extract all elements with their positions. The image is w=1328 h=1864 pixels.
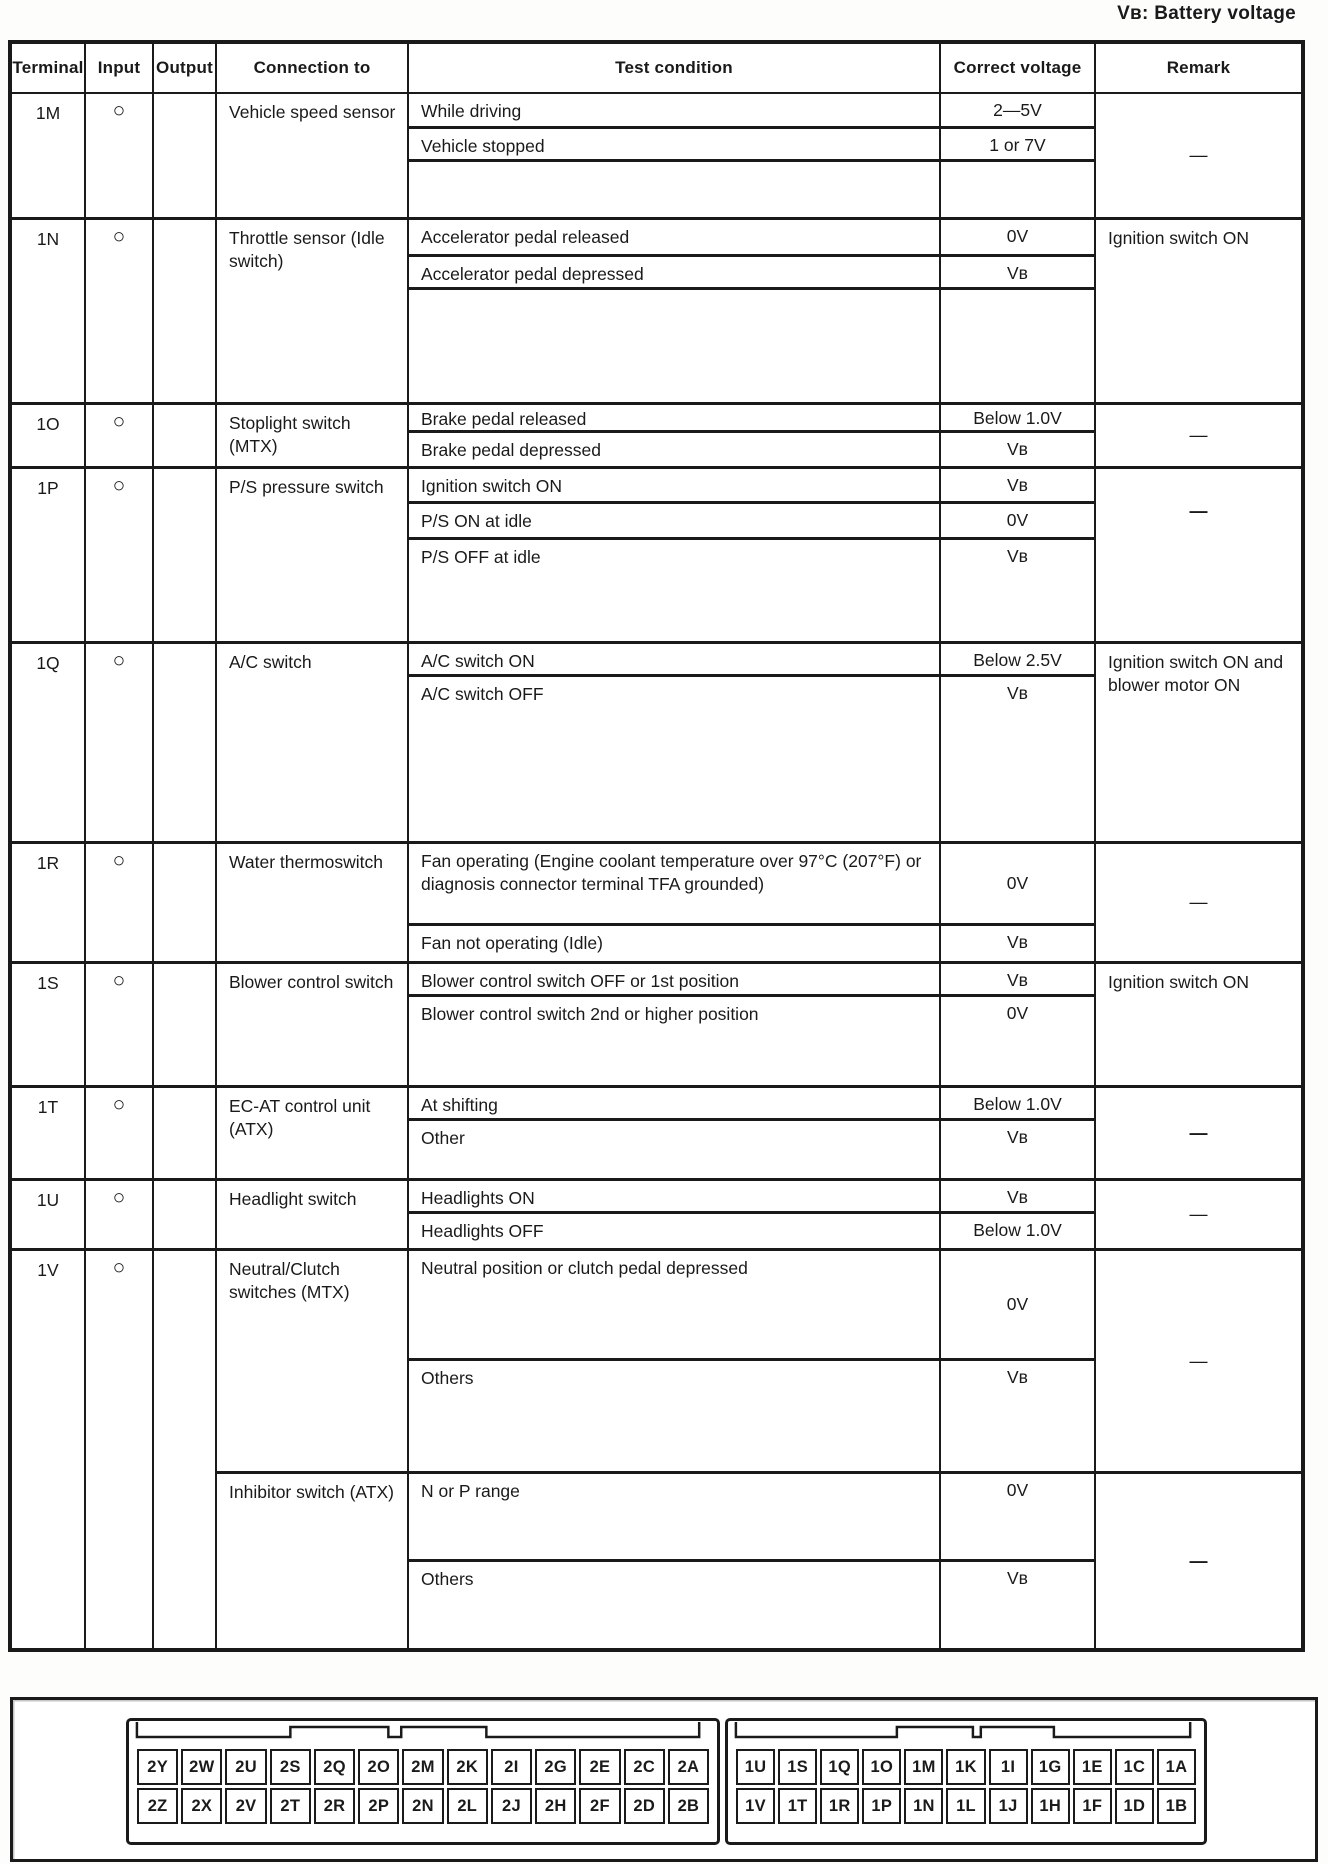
battery-voltage-note: Vʙ: Battery voltage <box>1117 3 1296 24</box>
connector-pin: 2O <box>358 1749 399 1785</box>
connection-cell: Neutral/Clutch switches (MTX) <box>217 1251 409 1471</box>
input-cell: ○ <box>86 94 154 217</box>
empty-cell <box>941 290 1094 402</box>
table-row-1R <box>12 841 1301 961</box>
row-group <box>217 844 1301 961</box>
connection-cell: Headlight switch <box>217 1181 409 1248</box>
output-cell <box>154 220 217 402</box>
connector-pin: 2A <box>668 1749 709 1785</box>
input-cell: ○ <box>86 220 154 402</box>
connector-pin: 2Y <box>137 1749 178 1785</box>
connection-cell: EC-AT control unit (ATX) <box>217 1088 409 1178</box>
connector-pin: 2Z <box>137 1788 178 1824</box>
row-group-atx <box>217 1471 1301 1648</box>
header-output: Output <box>154 44 217 92</box>
terminal-voltage-table <box>8 40 1305 1652</box>
header-input: Input <box>86 44 154 92</box>
connector-pin: 2C <box>624 1749 665 1785</box>
table-row-1P <box>12 466 1301 641</box>
connection-cell: Throttle sensor (Idle switch) <box>217 220 409 402</box>
terminal-cell: 1S <box>12 964 86 1085</box>
output-cell <box>154 1088 217 1178</box>
voltage-cell: Vʙ <box>1007 1187 1028 1207</box>
connector-pin: 1O <box>862 1749 901 1785</box>
row-group-mtx <box>217 1251 1301 1471</box>
connector-pin: 1E <box>1073 1749 1112 1785</box>
row-group <box>217 469 1301 641</box>
test-condition-cell: Vehicle stopped <box>409 129 941 159</box>
voltage-cell: Vʙ <box>1007 683 1028 703</box>
connector-pin: 1C <box>1115 1749 1154 1785</box>
connector-pin: 2B <box>668 1788 709 1824</box>
connector-2-bottom-row <box>137 1788 709 1824</box>
connector-pin: 2F <box>579 1788 620 1824</box>
row-group <box>217 964 1301 1085</box>
row-group <box>217 220 1301 402</box>
test-condition-cell: P/S OFF at idle <box>409 540 941 641</box>
test-condition-cell: Ignition switch ON <box>409 469 941 501</box>
connector-1-outline <box>725 1718 1207 1845</box>
test-condition-cell: N or P range <box>409 1474 941 1559</box>
connector-pin: 1H <box>1031 1788 1070 1824</box>
test-condition-cell: Blower control switch OFF or 1st position <box>409 964 941 994</box>
voltage-cell: Vʙ <box>1007 439 1028 459</box>
test-condition-cell: Neutral position or clutch pedal depressed <box>409 1251 941 1358</box>
connector-pin: 1T <box>778 1788 817 1824</box>
connector-pin: 1U <box>736 1749 775 1785</box>
input-cell: ○ <box>86 405 154 466</box>
voltage-cell: 0V <box>1006 1003 1029 1023</box>
output-cell <box>154 844 217 961</box>
test-condition-cell: While driving <box>409 94 941 126</box>
output-cell <box>154 1251 217 1648</box>
test-condition-cell: Others <box>409 1562 941 1648</box>
terminal-cell: 1T <box>12 1088 86 1178</box>
table-row-1N <box>12 217 1301 402</box>
input-cell: ○ <box>86 469 154 641</box>
test-condition-cell: Other <box>409 1121 941 1178</box>
input-cell: ○ <box>86 1088 154 1178</box>
output-cell <box>154 94 217 217</box>
test-condition-cell: Accelerator pedal released <box>409 220 941 254</box>
table-row-1U <box>12 1178 1301 1248</box>
connector-pin: 2U <box>225 1749 266 1785</box>
connector-pin: 1F <box>1073 1788 1112 1824</box>
table-row-1V <box>12 1248 1301 1648</box>
output-cell <box>154 964 217 1085</box>
row-group <box>217 644 1301 841</box>
header-remark: Remark <box>1166 58 1231 77</box>
connection-cell: Blower control switch <box>217 964 409 1085</box>
remark-cell: Ignition switch ON <box>1108 228 1250 248</box>
voltage-cell: 2—5V <box>993 100 1042 120</box>
voltage-cell: 0V <box>1006 1294 1029 1314</box>
connector-pin: 2J <box>491 1788 532 1824</box>
connector-pin: 2V <box>225 1788 266 1824</box>
terminal-cell: 1N <box>12 220 86 402</box>
connector-pin: 1D <box>1115 1788 1154 1824</box>
output-cell <box>154 644 217 841</box>
voltage-cell: Below 1.0V <box>973 1220 1062 1240</box>
connector-pin: 2E <box>579 1749 620 1785</box>
connector-1-bottom-row <box>736 1788 1196 1824</box>
voltage-cell: 0V <box>1006 226 1029 246</box>
remark-cell: — <box>1189 892 1208 913</box>
connector-pin: 2T <box>270 1788 311 1824</box>
remark-cell: — <box>1189 1550 1208 1571</box>
table-row-1Q <box>12 641 1301 841</box>
connector-keying-profile-icon <box>728 1722 1204 1745</box>
voltage-cell: Vʙ <box>1007 1367 1028 1387</box>
connector-1-top-row <box>736 1749 1196 1785</box>
connector-diagram-panel <box>10 1697 1318 1862</box>
test-condition-cell: Brake pedal depressed <box>409 433 941 466</box>
remark-cell: — <box>1189 145 1208 166</box>
connector-pin: 2Q <box>314 1749 355 1785</box>
connector-pin: 1I <box>989 1749 1028 1785</box>
voltage-cell: 0V <box>1006 1480 1029 1500</box>
connector-pin: 1V <box>736 1788 775 1824</box>
connector-pin: 2W <box>181 1749 222 1785</box>
test-condition-cell: A/C switch ON <box>409 644 941 674</box>
connector-pin: 2R <box>314 1788 355 1824</box>
connector-pin: 2K <box>447 1749 488 1785</box>
terminal-cell: 1U <box>12 1181 86 1248</box>
row-group <box>217 1088 1301 1178</box>
terminal-cell: 1M <box>12 94 86 217</box>
voltage-cell: Below 1.0V <box>973 408 1062 428</box>
connector-pin: 1M <box>904 1749 943 1785</box>
connection-cell: Inhibitor switch (ATX) <box>217 1474 409 1648</box>
connector-2-outline <box>126 1718 720 1845</box>
connector-pin: 1K <box>946 1749 985 1785</box>
row-group <box>217 1181 1301 1248</box>
test-condition-cell: Fan operating (Engine coolant temperature over 97°C (207°F) or diagnosis connector terminal TFA grounded) <box>409 844 941 923</box>
test-condition-cell: Fan not operating (Idle) <box>409 926 941 961</box>
test-condition-cell: Accelerator pedal depressed <box>409 257 941 287</box>
connector-pin: 1A <box>1157 1749 1196 1785</box>
connector-pin: 2L <box>447 1788 488 1824</box>
terminal-cell: 1R <box>12 844 86 961</box>
connector-pin: 2P <box>358 1788 399 1824</box>
connector-pin: 2G <box>535 1749 576 1785</box>
header-terminal: Terminal <box>12 44 86 92</box>
input-cell: ○ <box>86 1181 154 1248</box>
connector-pin: 2M <box>402 1749 443 1785</box>
remark-cell: — <box>1189 425 1208 446</box>
connection-cell: P/S pressure switch <box>217 469 409 641</box>
header-correct-voltage: Correct voltage <box>941 44 1096 92</box>
connector-pin: 2S <box>270 1749 311 1785</box>
table-row-1S <box>12 961 1301 1085</box>
connector-pin: 2I <box>491 1749 532 1785</box>
row-group <box>217 405 1301 466</box>
output-cell <box>154 405 217 466</box>
connection-cell: Vehicle speed sensor <box>217 94 409 217</box>
table-row-1M <box>12 94 1301 217</box>
connector-pin: 1N <box>904 1788 943 1824</box>
voltage-cell: Vʙ <box>1007 1127 1028 1147</box>
connector-pin: 1B <box>1157 1788 1196 1824</box>
connector-pin: 1P <box>862 1788 901 1824</box>
table-header-row <box>12 44 1301 94</box>
remark-cell: — <box>1189 1204 1208 1225</box>
connector-2-top-row <box>137 1749 709 1785</box>
connector-keying-profile-icon <box>129 1722 717 1745</box>
input-cell: ○ <box>86 644 154 841</box>
empty-cell <box>409 290 941 402</box>
voltage-cell: 0V <box>1006 510 1029 530</box>
test-condition-cell: A/C switch OFF <box>409 677 941 841</box>
connection-cell: Water thermoswitch <box>217 844 409 961</box>
test-condition-cell: Others <box>409 1361 941 1471</box>
input-cell: ○ <box>86 844 154 961</box>
connector-pin: 2X <box>181 1788 222 1824</box>
connector-pin: 1R <box>820 1788 859 1824</box>
terminal-cell: 1V <box>12 1251 86 1648</box>
header-test-condition: Test condition <box>409 44 941 92</box>
voltage-cell: Vʙ <box>1007 475 1028 495</box>
row-group <box>217 94 1301 217</box>
terminal-cell: 1Q <box>12 644 86 841</box>
voltage-cell: 0V <box>1006 873 1029 893</box>
remark-cell: — <box>1189 1350 1208 1371</box>
voltage-cell: Below 2.5V <box>973 650 1062 670</box>
output-cell <box>154 469 217 641</box>
connector-pin: 1J <box>989 1788 1028 1824</box>
test-condition-cell: At shifting <box>409 1088 941 1118</box>
voltage-cell: Vʙ <box>1007 1568 1028 1588</box>
input-cell: ○ <box>86 964 154 1085</box>
remark-cell: Ignition switch ON and blower motor ON <box>1108 652 1284 696</box>
connector-pin: 1S <box>778 1749 817 1785</box>
voltage-cell: Vʙ <box>1007 546 1028 566</box>
empty-cell <box>409 162 941 217</box>
connector-pin: 2D <box>624 1788 665 1824</box>
test-condition-cell: P/S ON at idle <box>409 504 941 537</box>
voltage-cell: 1 or 7V <box>989 135 1046 155</box>
connection-cell: Stoplight switch (MTX) <box>217 405 409 466</box>
remark-cell: Ignition switch ON <box>1108 972 1250 992</box>
voltage-cell: Vʙ <box>1007 970 1028 990</box>
connector-pin: 1L <box>946 1788 985 1824</box>
header-connection-to: Connection to <box>217 44 409 92</box>
terminal-cell: 1O <box>12 405 86 466</box>
remark-cell: — <box>1189 501 1208 521</box>
connection-cell: A/C switch <box>217 644 409 841</box>
voltage-cell: Vʙ <box>1007 932 1028 952</box>
connector-pin: 2N <box>402 1788 443 1824</box>
voltage-cell: Below 1.0V <box>973 1094 1062 1114</box>
connector-pin: 2H <box>535 1788 576 1824</box>
table-row-1T <box>12 1085 1301 1178</box>
connector-pin: 1Q <box>820 1749 859 1785</box>
output-cell <box>154 1181 217 1248</box>
terminal-cell: 1P <box>12 469 86 641</box>
test-condition-cell: Headlights OFF <box>409 1214 941 1248</box>
connector-pin: 1G <box>1031 1749 1070 1785</box>
test-condition-cell: Headlights ON <box>409 1181 941 1211</box>
test-condition-cell: Brake pedal released <box>409 405 941 430</box>
test-condition-cell: Blower control switch 2nd or higher position <box>409 997 941 1085</box>
voltage-cell: Vʙ <box>1007 263 1028 283</box>
input-cell: ○ <box>86 1251 154 1648</box>
empty-cell <box>941 162 1094 217</box>
remark-cell: — <box>1189 1122 1208 1143</box>
table-row-1O <box>12 402 1301 466</box>
